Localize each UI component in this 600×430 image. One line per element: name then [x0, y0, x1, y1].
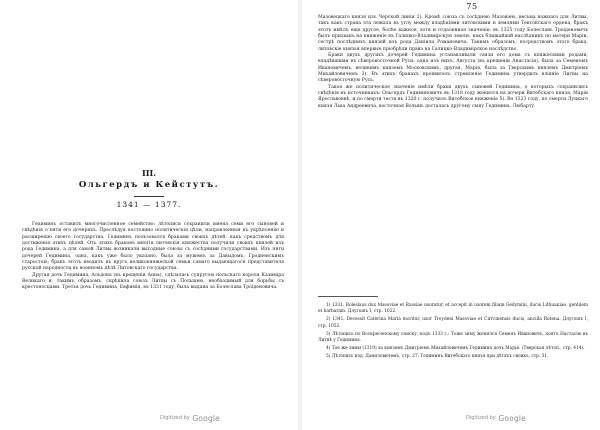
footnote: 4) Тое же зимы (1319) за княземъ Дмитріемъ Михайловичемъ Гедимина дочь Марія. (Тверская лѣтоп., стр. 414).: [326, 346, 585, 352]
chapter-divider: [134, 196, 164, 197]
paragraph: Браки двухъ другихъ дочерей Гедимина устанавливали связи его дома съ княжескими родами, владѣвшими въ сѣверовосточной Руси: одна изъ нихъ, Августа (въ крещеніи Анастасія), была за Семеномъ Ивановичемъ, великимъ княземъ Московскимъ, другая, Марія, была за Тверскимъ княземъ Дмитріемъ Михайловичемъ 3). Въ этихъ бракахъ проявилось стремленіе Гедимина утвердить вліяніе Литвы на сѣверовосточную Русь.: [318, 53, 588, 84]
footnote-divider: [318, 296, 378, 297]
watermark-right: $^{Digitized by}$ Google: [466, 414, 526, 423]
paragraph: Мазовецкаго князя изъ Черской линіи 1). Кромѣ союза съ сосѣднею Мазовіею, весьма важнаго для Литвы, такъ какъ страна эта лежала въ углу между владѣніями литовскими и землями Тевтонскаго ордена, бракъ этотъ имѣлъ еще другое, болѣе важное, хотя и отдаленное значеніе: въ 1325 году Болеславъ Троіденовичъ былъ призванъ на княженіе въ Галицко-Владимірскую землю, какъ ближайшій наслѣдникъ по матери Маріи, сестрѣ послѣднихъ князей изъ рода Даніила Романовича. Такимъ образомъ, посредствомъ этого брака, литовскіе князья впервые пріобрѣли права на Галицко-Владимірское наслѣдство.: [318, 15, 588, 52]
right-body-text: [318, 15, 588, 110]
google-logo-text: Google: [192, 414, 220, 423]
left-page: [0, 0, 298, 430]
footnote: 1) 1331. Boleslaus dux Masoviae et Russiae uxoratur, et accepit in uxorem filiam Gedymini, ducis Lithuaniae, gentilem et barbaram. Длугошъ I, стр. 1022.: [318, 303, 588, 315]
footnote: 2) 1341. Decessit Caterina Maria moritur, uxor Troydeni Masoviae et Cirrcinensis ducis, ancilla Rutena. Длугошъ I, стр. 1052.: [318, 317, 588, 329]
google-logo-text: Google: [498, 414, 526, 423]
paragraph: Такое же политическое значеніе имѣли браки двухъ сыновей Гедимина, о которыхъ сохранились свѣдѣнія въ источникахъ: Ольгердъ Гедиминовичъ въ 1318 году женился на дочери Витебскаго князя, Маріи Ярославовнѣ, и по смерти тестя въ 1320 г. получилъ Витебское княженіе 5). Во 1323 году, по смерти Луцкаго князя Льва Андреевича, восточная Волынь досталась другому сыну Гедимина, Любарту.: [318, 84, 588, 109]
chapter-dates: 1341 — 1377.: [116, 200, 182, 209]
left-body-text: [22, 222, 284, 292]
chapter-title: Ольгердъ и Кейстутъ.: [78, 180, 220, 190]
watermark-left: $^{Digitized by}$ Google: [160, 414, 220, 423]
paragraph: Другая дочь Гедимина, Альдона (въ крещеніи Анна), сдѣлалась супругою польскаго короля Казиміра Великаго и, такимъ образомъ, скрѣпила союзъ Литвы съ Польшею, необходимый для борьбы съ крестоносцами. Третья дочь Гедимина, Евфимія, въ 1331 году, была выдана за Болеслава Троїденовича.: [22, 272, 284, 291]
footnotes: [318, 303, 588, 362]
right-page: [302, 0, 600, 430]
page-number: 75: [466, 2, 478, 11]
footnote: 3) Лѣтопись по Воскресенскому списку, подъ 1333 г.: Тоже зиму женился Семенъ Ивановичъ, поятъ Настасію въ Литвѣ у Гедимина.: [318, 331, 588, 344]
paragraph: Гедиминъ оставилъ многочисленное семейство: лѣтописи сохранили имена семи его сыновей и свѣдѣнія о пяти его дочеряхъ. Преслѣдуя постоянно политическія цѣли, направленныя къ укрѣпленію и расширенію своего государства, Гедиминъ пользовался браками своихъ дѣтей, какъ средствомъ для достиженія этихъ цѣлей. Отъ этихъ браковъ многія литовскія княжества получили своихъ князей изъ рода Гедимина, а для самой Литвы возникали выгодные союзы съ сосѣдними государствами. Изъ пяти дочерей Гедимина, одна, какъ уже было указано, была за мужемъ за Давыдомъ, Гродненскимъ старостою; бракъ этотъ вводилъ въ кругъ великокняжеской семьи самаго выдающагося представителя русской народности въ военномъ дѣлѣ Литовскаго государства.: [22, 222, 284, 272]
chapter-number: III.: [141, 168, 156, 178]
footnote: 5) Лѣтопись изд. Даниловичемъ, стр. 27. Гедиминъ Витебскаго князя при дѣтяхъ своихъ, стр. 31.: [326, 354, 549, 360]
